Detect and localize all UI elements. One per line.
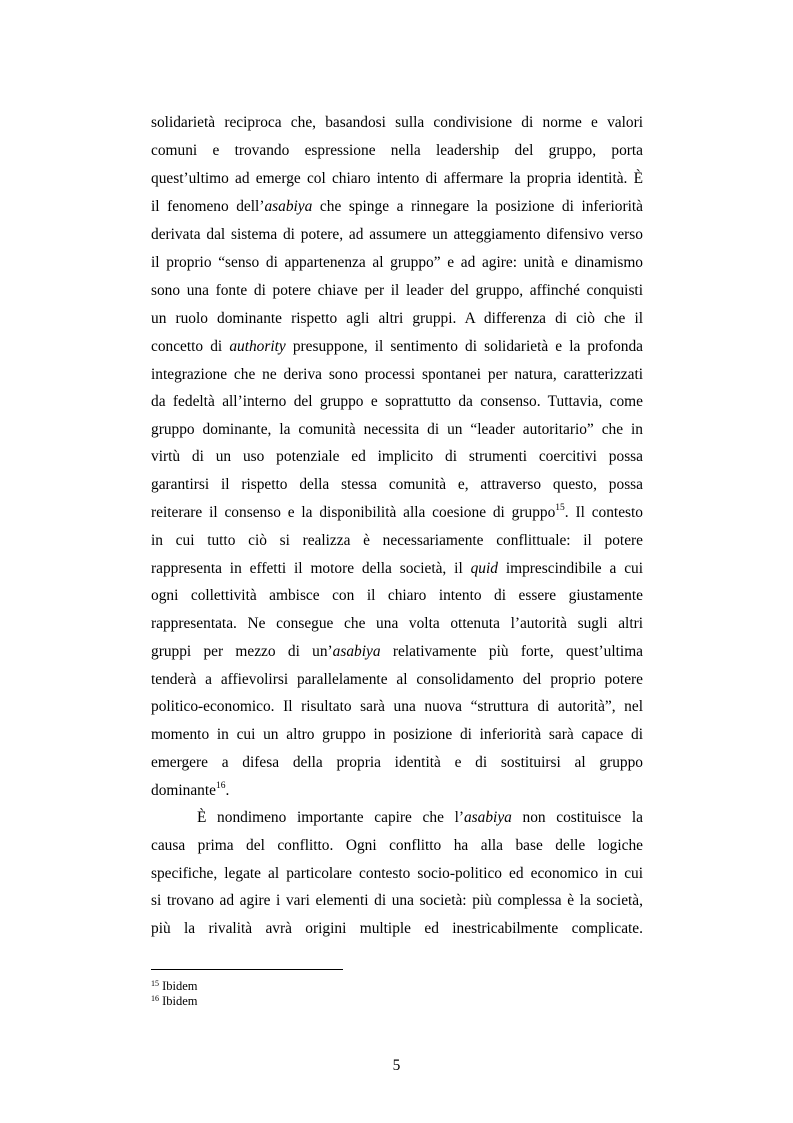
text-line: più la rivalità avrà origini multiple ed inestricabilmente complicate.: [151, 920, 643, 937]
text-line: momento in cui un altro gruppo in posizione di inferiorità sarà capace di: [151, 726, 643, 743]
footnote-text: Ibidem: [162, 979, 198, 993]
text-line: integrazione che ne deriva sono processi spontanei per natura, caratterizzati: [151, 366, 643, 383]
text-line: solidarietà reciproca che, basandosi sulla condivisione di norme e valori: [151, 114, 643, 131]
text-line: in cui tutto ciò si realizza è necessariamente conflittuale: il potere: [151, 532, 643, 549]
text-line: derivata dal sistema di potere, ad assumere un atteggiamento difensivo verso: [151, 226, 643, 243]
text-line: tenderà a affievolirsi parallelamente al consolidamento del proprio potere: [151, 671, 643, 688]
text-line: quest’ultimo ad emerge col chiaro intento di affermare la propria identità. È: [151, 170, 643, 187]
text-line: gruppo dominante, la comunità necessita di un “leader autoritario” che in: [151, 421, 643, 438]
text-line: garantirsi il rispetto della stessa comunità e, attraverso questo, possa: [151, 476, 643, 493]
text-line: specifiche, legate al particolare contesto socio-politico ed economico in cui: [151, 865, 643, 882]
text-line: sono una fonte di potere chiave per il leader del gruppo, affinché conquisti: [151, 282, 643, 299]
text-line: reiterare il consenso e la disponibilità alla coesione di gruppo$^{15}$. Il contesto: [151, 503, 643, 521]
text-line: da fedeltà all’interno del gruppo e soprattutto da consenso. Tuttavia, come: [151, 393, 643, 410]
text-line: comuni e trovando espressione nella leadership del gruppo, porta: [151, 142, 643, 159]
italic-term: asabiya: [332, 643, 381, 660]
text-line: ogni collettività ambisce con il chiaro intento di essere giustamente: [151, 587, 643, 604]
text-line: il fenomeno dell’asabiya che spinge a rinnegare la posizione di inferiorità: [151, 198, 643, 215]
italic-term: asabiya: [463, 809, 512, 826]
text-line: causa prima del conflitto. Ogni conflitto ha alla base delle logiche: [151, 837, 643, 854]
text-line: rappresentata. Ne consegue che una volta ottenuta l’autorità sugli altri: [151, 615, 643, 632]
text-line: il proprio “senso di appartenenza al gruppo” e ad agire: unità e dinamismo: [151, 254, 643, 271]
footnote-ref-15[interactable]: 15: [555, 503, 565, 513]
text-line: È nondimeno importante capire che l’asabiya non costituisce la: [197, 809, 643, 826]
text-line: rappresenta in effetti il motore della società, il quid imprescindibile a cui: [151, 560, 644, 577]
footnote-separator: [151, 969, 343, 970]
text-line: virtù di un uso potenziale ed implicito di strumenti coercitivi possa: [151, 448, 643, 465]
italic-term: quid: [470, 560, 498, 577]
text-line: un ruolo dominante rispetto agli altri gruppi. A differenza di ciò che il: [151, 310, 643, 327]
footnote-ref-16[interactable]: 16: [215, 781, 226, 791]
footnote-text: Ibidem: [162, 994, 198, 1008]
footnote-number: 15: [151, 979, 159, 988]
text-line: politico-economico. Il risultato sarà una nuova “struttura di autorità”, nel: [151, 698, 643, 715]
italic-term: asabiya: [264, 198, 313, 215]
text-line: emergere a difesa della propria identità e di sostituirsi al gruppo: [151, 754, 643, 771]
italic-term: authority: [229, 338, 286, 355]
footnote-15: [151, 979, 198, 994]
footnote-16: [151, 994, 198, 1009]
text-line: dominante$^{16}$.: [151, 781, 230, 799]
text-line: si trovano ad agire i vari elementi di una società: più complessa è la società,: [151, 892, 643, 909]
text-line: gruppi per mezzo di un’asabiya relativamente più forte, quest’ultima: [151, 643, 643, 660]
footnote-number: 16: [151, 994, 159, 1003]
page-number: 5: [392, 1057, 401, 1074]
text-line: concetto di authority presuppone, il sentimento di solidarietà e la profonda: [151, 338, 643, 355]
